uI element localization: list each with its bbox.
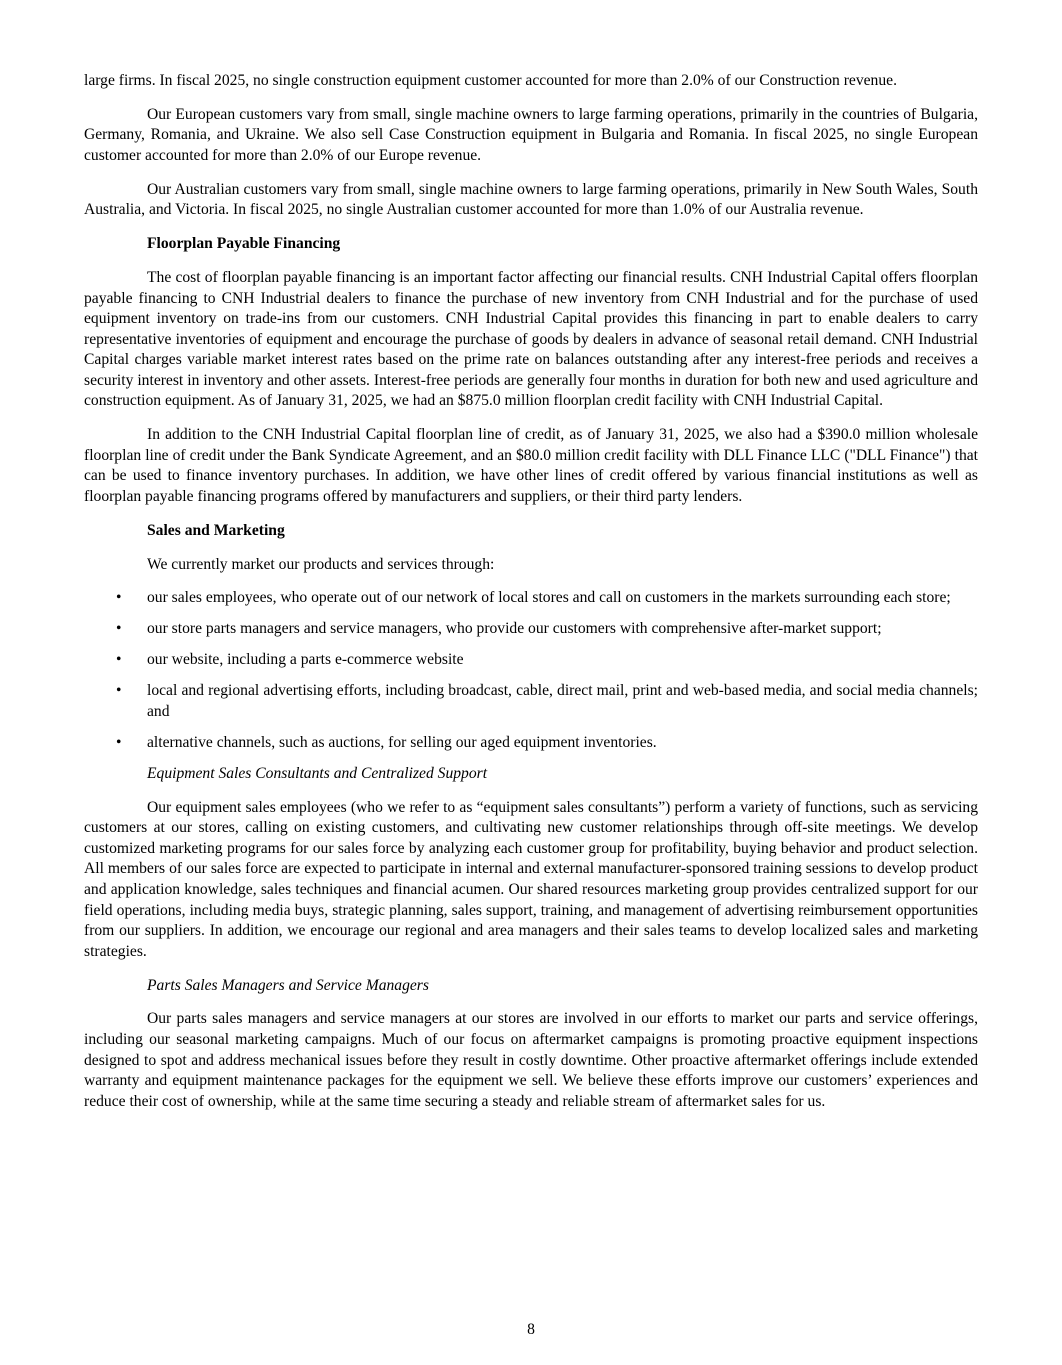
subheading-parts-sales-managers: Parts Sales Managers and Service Managers	[147, 976, 429, 994]
paragraph-parts-sales-managers: Our parts sales managers and service managers at our stores are involved in our efforts to market our parts and service offerings, including our seasonal marketing campaigns. Much of our focus on aftermarket campaigns is promoting proactive equipment inspections designed to spot and address mechanical issues before they result in costly downtime. Other proactive aftermarket offerings include extended warranty and equipment maintenance packages for the equipment we sell. We believe these efforts improve our customers’ experiences and reduce their cost of ownership, while at the same time securing a steady and reliable stream of aftermarket sales for us.	[84, 1010, 978, 1110]
paragraph-european-customers: Our European customers vary from small, single machine owners to large farming operations, primarily in the countries of Bulgaria, Germany, Romania, and Ukraine. We also sell Case Construction equipment in Bulgaria and Romania. In fiscal 2025, no single European customer accounted for more than 2.0% of our Europe revenue.	[84, 105, 978, 164]
list-item-text: our store parts managers and service managers, who provide our customers with comprehensive after-market support;	[147, 620, 882, 638]
bullet-marker: •	[116, 733, 122, 751]
paragraph-floorplan-cost: The cost of floorplan payable financing is an important factor affecting our financial results. CNH Industrial Capital offers floorplan payable financing to CNH Industrial dealers to finance the purchase of new inventory from CNH Industrial and for the purchase of used equipment inventory on trade-ins from our customers. CNH Industrial Capital provides this financing in part to enable dealers to carry representative inventories of equipment and encourage the purchase of goods by dealers in advance of seasonal retail demand. CNH Industrial Capital charges variable market interest rates based on the prime rate on balances outstanding after any interest-free periods and receives a security interest in inventory and other assets. Interest-free periods are generally four months in duration for both new and used agriculture and construction equipment. As of January 31, 2025, we had an $875.0 million floorplan credit facility with CNH Industrial Capital.	[84, 268, 978, 410]
paragraph-floorplan-additional-credit: In addition to the CNH Industrial Capital floorplan line of credit, as of January 31, 2025, we also had a $390.0 million wholesale floorplan line of credit under the Bank Syndicate Agreement, and an $80.0 million credit facility with DLL Finance LLC ("DLL Finance") that can be used to finance inventory purchases. In addition, we have other lines of credit offered by various financial institutions as well as floorplan payable financing programs offered by manufacturers and suppliers, or their third party lenders.	[84, 426, 978, 506]
heading-floorplan-payable-financing: Floorplan Payable Financing	[147, 235, 341, 253]
list-item-text: our website, including a parts e-commerce website	[147, 651, 464, 669]
paragraph-equipment-sales-consultants: Our equipment sales employees (who we refer to as “equipment sales consultants”) perform a variety of functions, such as servicing customers at our stores, calling on existing customers, and cultivating new customer relationships through off-site meetings. We develop customized marketing programs for our sales force by analyzing each customer group for profitability, buying behavior and product selection. All members of our sales force are expected to participate in internal and external manufacturer-sponsored training sessions to develop product and application knowledge, sales techniques and financial acumen. Our shared resources marketing group provides centralized support for our field operations, including media buys, strategic planning, sales support, training, and management of advertising reimbursement opportunities from our suppliers. In addition, we encourage our regional and area managers and their sales teams to develop localized sales and marketing strategies.	[84, 798, 978, 960]
paragraph-construction-customers: large firms. In fiscal 2025, no single construction equipment customer accounted for more than 2.0% of our Construction revenue.	[84, 72, 897, 89]
paragraph-australian-customers: Our Australian customers vary from small, single machine owners to large farming operations, primarily in New South Wales, South Australia, and Victoria. In fiscal 2025, no single Australian customer accounted for more than 1.0% of our Australia revenue.	[84, 180, 978, 219]
bullet-marker: •	[116, 620, 122, 638]
list-item	[84, 650, 978, 671]
bullet-marker: •	[116, 651, 122, 669]
list-item-text: alternative channels, such as auctions, for selling our aged equipment inventories.	[147, 733, 657, 751]
bullet-marker: •	[116, 682, 122, 700]
subheading-equipment-sales-consultants: Equipment Sales Consultants and Centralized Support	[147, 764, 488, 782]
list-item	[84, 681, 978, 722]
bullet-marker: •	[116, 589, 122, 607]
document-page	[84, 71, 978, 1126]
list-item-text: our sales employees, who operate out of our network of local stores and call on customers in the markets surrounding each store;	[147, 589, 951, 607]
list-item	[84, 619, 978, 640]
list-item-text: local and regional advertising efforts, including broadcast, cable, direct mail, print and web-based media, and social media channels; and	[147, 682, 978, 720]
page-number: 8	[527, 1321, 535, 1338]
heading-sales-and-marketing: Sales and Marketing	[147, 521, 285, 539]
list-item	[84, 733, 978, 754]
paragraph-sales-intro: We currently market our products and services through:	[147, 555, 495, 573]
sales-channels-list	[84, 588, 978, 753]
list-item	[84, 588, 978, 609]
